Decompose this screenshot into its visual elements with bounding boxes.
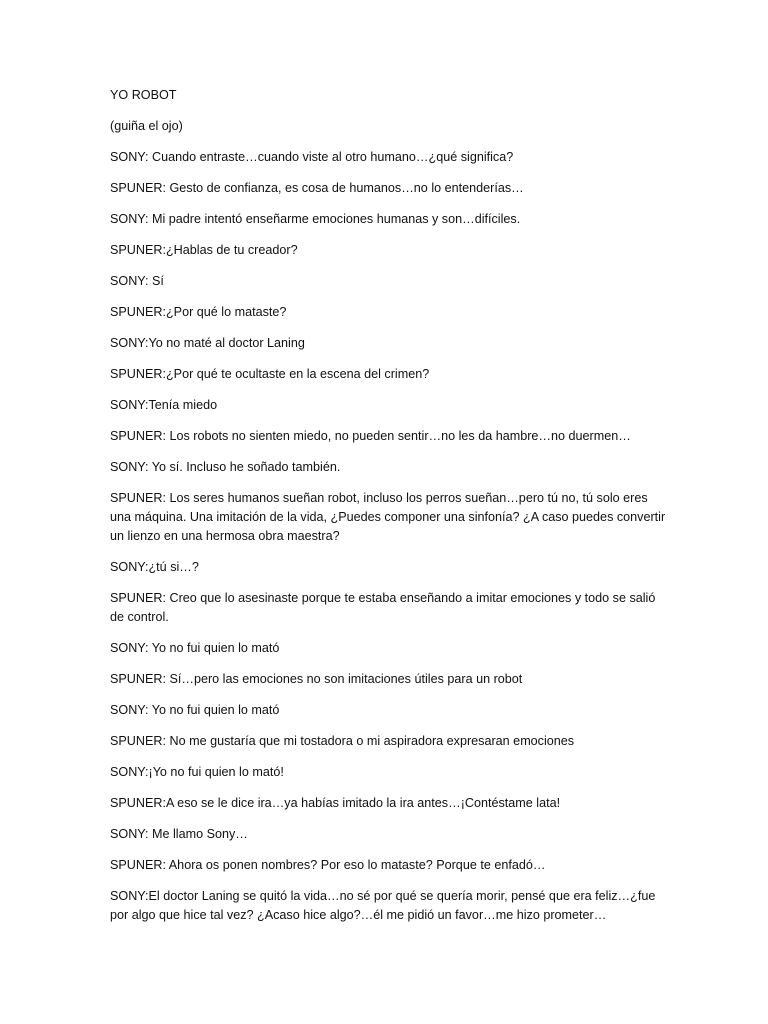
paragraph: SONY:¿tú si…? — [110, 560, 199, 574]
paragraph: SPUNER:¿Por qué te ocultaste en la escena del crimen? — [110, 367, 430, 381]
document-body — [110, 86, 670, 937]
paragraph: SONY:Yo no maté al doctor Laning — [110, 336, 305, 350]
paragraph: SPUNER: Los seres humanos sueñan robot, incluso los perros sueñan…pero tú no, tú solo eres una máquina. Una imitación de la vida, ¿Puedes componer una sinfonía? ¿A caso puedes convertir un lienzo en una hermosa obra maestra? — [110, 491, 666, 543]
paragraph: SONY:El doctor Laning se quitó la vida…no sé por qué se quería morir, pensé que era feliz…¿fue por algo que hice tal vez? ¿Acaso hice algo?…él me pidió un favor…me hizo prometer… — [110, 889, 656, 922]
paragraph: SONY: Sí — [110, 274, 164, 288]
paragraph: (guiña el ojo) — [110, 119, 183, 133]
paragraph: SONY: Yo no fui quien lo mató — [110, 641, 280, 655]
paragraph: SPUNER:¿Hablas de tu creador? — [110, 243, 298, 257]
paragraph: SPUNER:A eso se le dice ira…ya habías imitado la ira antes…¡Contéstame lata! — [110, 796, 561, 810]
paragraph: SONY:Tenía miedo — [110, 398, 218, 412]
paragraph: SPUNER: Los robots no sienten miedo, no pueden sentir…no les da hambre…no duermen… — [110, 429, 631, 443]
paragraph: SPUNER:¿Por qué lo mataste? — [110, 305, 287, 319]
paragraph: SPUNER: Gesto de confianza, es cosa de humanos…no lo entenderías… — [110, 181, 524, 195]
paragraph: SONY:¡Yo no fui quien lo mató! — [110, 765, 284, 779]
paragraph: SPUNER: Ahora os ponen nombres? Por eso lo mataste? Porque te enfadó… — [110, 858, 546, 872]
paragraph: SONY: Mi padre intentó enseñarme emociones humanas y son…difíciles. — [110, 212, 521, 226]
paragraph: SONY: Cuando entraste…cuando viste al otro humano…¿qué significa? — [110, 150, 514, 164]
paragraph: SONY: Yo sí. Incluso he soñado también. — [110, 460, 341, 474]
paragraph: SPUNER: Creo que lo asesinaste porque te estaba enseñando a imitar emociones y todo se salió de control. — [110, 591, 656, 624]
paragraph: SONY: Me llamo Sony… — [110, 827, 248, 841]
paragraph: SONY: Yo no fui quien lo mató — [110, 703, 280, 717]
paragraph: SPUNER: No me gustaría que mi tostadora o mi aspiradora expresaran emociones — [110, 734, 575, 748]
paragraph: SPUNER: Sí…pero las emociones no son imitaciones útiles para un robot — [110, 672, 523, 686]
document-title: YO ROBOT — [110, 88, 177, 102]
